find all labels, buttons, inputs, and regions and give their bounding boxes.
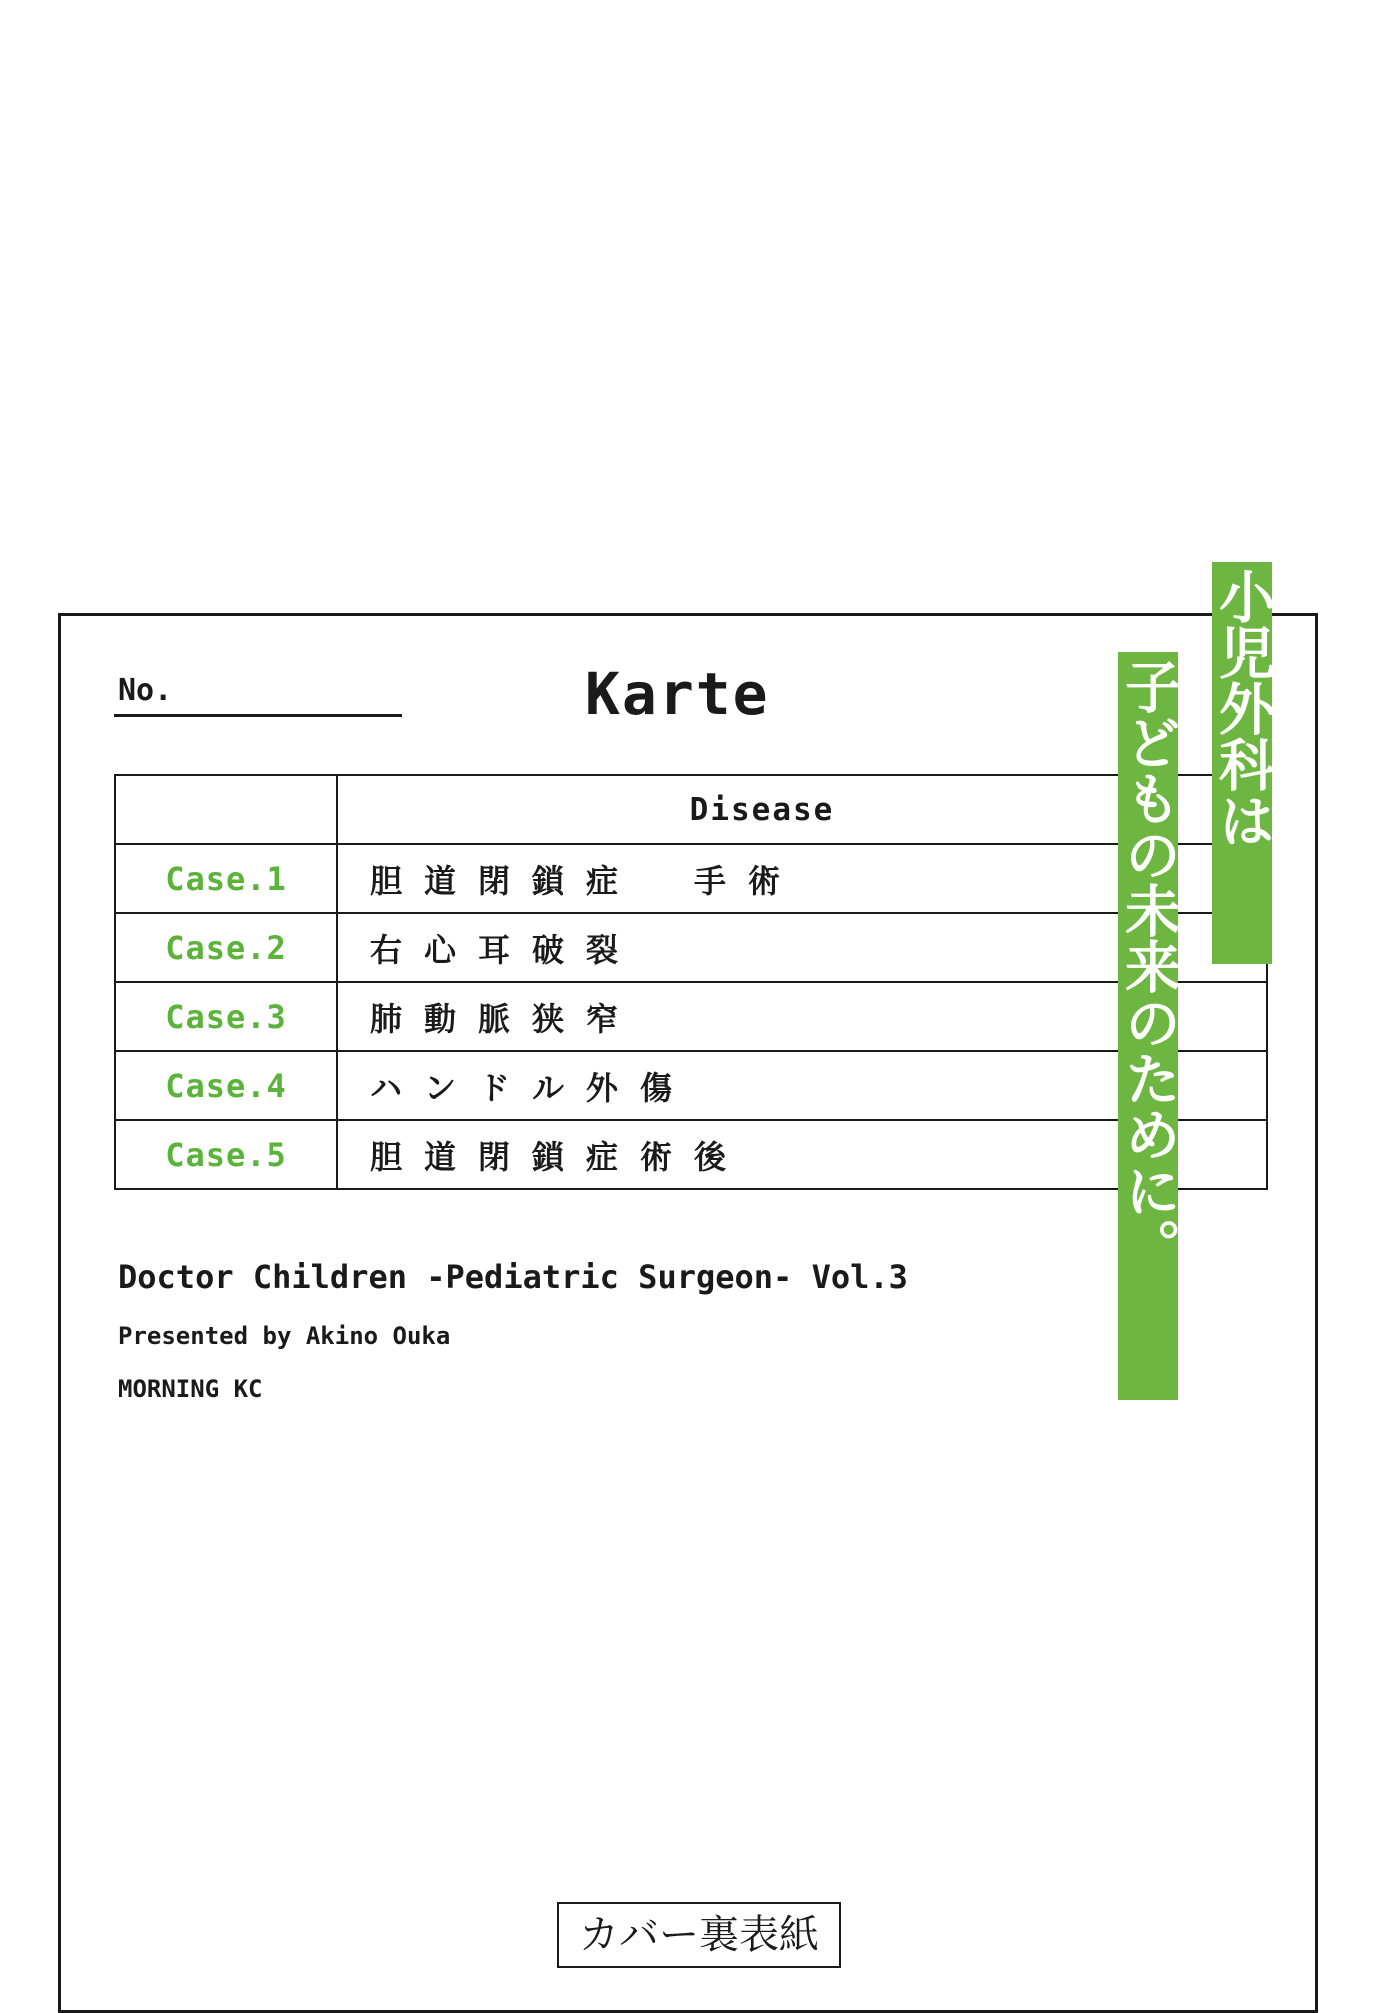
case-disease: 胆道閉鎖症術後 — [337, 1120, 1267, 1189]
number-label: No. — [118, 673, 173, 708]
tagline-line-2: 子どもの未来のために。 — [1118, 652, 1178, 1400]
case-table — [114, 774, 1268, 1190]
disease-header: Disease — [337, 775, 1267, 844]
tagline-line-1: 小児外科は — [1212, 562, 1272, 964]
header-empty-cell — [115, 775, 337, 844]
table-row — [115, 982, 1267, 1051]
case-disease: ハンドル外傷 — [337, 1051, 1267, 1120]
case-label: Case.1 — [115, 844, 337, 913]
imprint-label: MORNING KC — [118, 1375, 263, 1403]
table-header-row — [115, 775, 1267, 844]
case-label: Case.3 — [115, 982, 337, 1051]
author-credit: Presented by Akino Ouka — [118, 1322, 451, 1350]
table-row — [115, 1051, 1267, 1120]
table-row — [115, 913, 1267, 982]
karte-title: Karte — [585, 660, 770, 728]
case-label: Case.5 — [115, 1120, 337, 1189]
number-field-line — [114, 714, 402, 717]
table-row — [115, 1120, 1267, 1189]
case-disease: 肺動脈狭窄 — [337, 982, 1267, 1051]
case-disease: 右心耳破裂 — [337, 913, 1267, 982]
case-disease: 胆道閉鎖症 手術 — [337, 844, 1267, 913]
case-label: Case.4 — [115, 1051, 337, 1120]
book-title: Doctor Children -Pediatric Surgeon- Vol.3 — [118, 1258, 908, 1296]
table-row — [115, 844, 1267, 913]
case-label: Case.2 — [115, 913, 337, 982]
cover-back-label: カバー裏表紙 — [557, 1902, 841, 1968]
